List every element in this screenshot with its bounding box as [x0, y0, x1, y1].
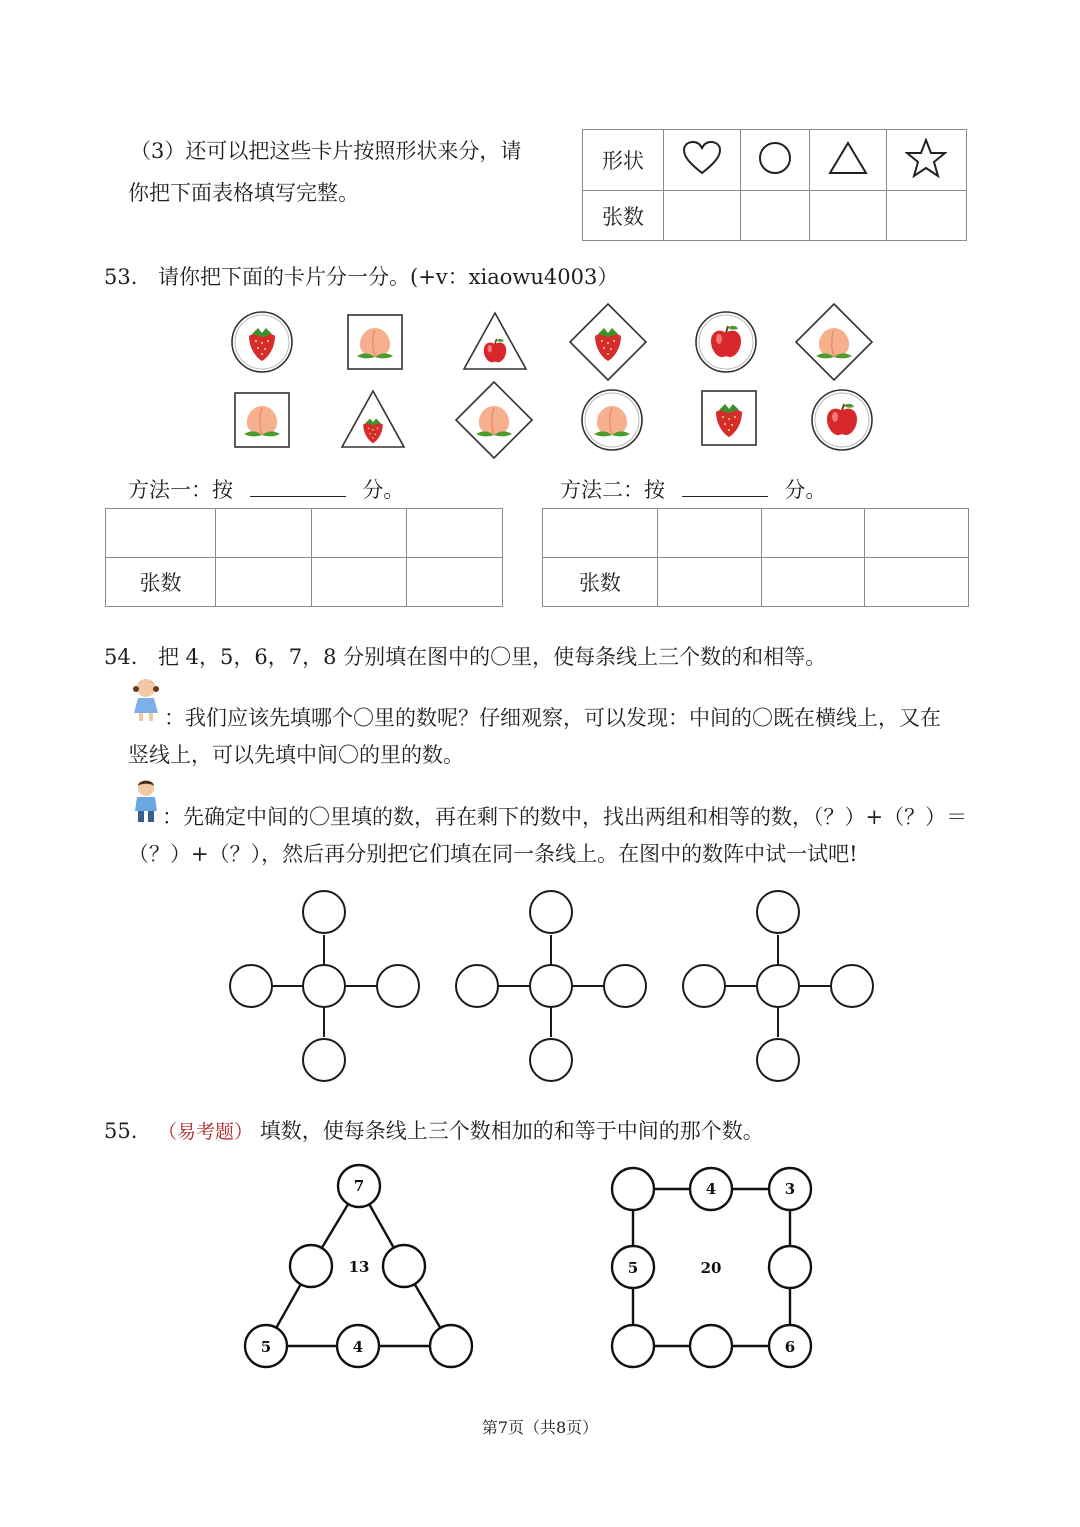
blank-circle — [831, 965, 873, 1007]
q55-number: 55. — [104, 1119, 138, 1143]
sum-diagrams — [235, 1155, 825, 1375]
answer-cell[interactable] — [664, 191, 741, 241]
method2-suffix: 分。 — [784, 478, 827, 502]
category-cell[interactable] — [761, 509, 865, 558]
blank-circle — [303, 891, 345, 933]
answer-cell[interactable] — [658, 558, 762, 607]
card-diamond-strawberry — [570, 304, 646, 380]
q55-line — [158, 1116, 764, 1147]
cross-diagram-2 — [456, 891, 646, 1081]
card-circle-strawberry — [232, 312, 292, 372]
answer-cell[interactable] — [865, 558, 969, 607]
method2-blank[interactable] — [682, 474, 768, 497]
method1-prefix: 方法一：按 — [128, 478, 233, 502]
card-diamond-peach — [456, 382, 532, 458]
blank-circle — [757, 965, 799, 1007]
count-label: 张数 — [106, 558, 216, 607]
q54-number: 54. — [104, 645, 138, 669]
q55-text: 填数，使每条线上三个数相加的和等于中间的那个数。 — [259, 1119, 764, 1143]
card-square-strawberry — [702, 391, 756, 445]
category-cell[interactable] — [311, 509, 407, 558]
shape-count-table — [582, 129, 967, 241]
answer-cell[interactable] — [886, 191, 966, 241]
answer-cell[interactable] — [809, 191, 886, 241]
category-cell[interactable] — [106, 509, 216, 558]
method2-table — [542, 508, 969, 607]
category-cell[interactable] — [543, 509, 658, 558]
blank-circle — [757, 891, 799, 933]
answer-cell[interactable] — [311, 558, 407, 607]
cross-diagram-1 — [230, 891, 419, 1081]
card-circle-apple — [812, 390, 872, 450]
card-triangle-strawberry — [342, 391, 404, 447]
blank-circle — [377, 965, 419, 1007]
method1-table — [105, 508, 503, 607]
triangle-center-number: 13 — [348, 1258, 370, 1276]
hint2-line1: ：先确定中间的〇里填的数，再在剩下的数中，找出两组和相等的数，（？）+（？）＝ — [162, 805, 968, 829]
girl-avatar-icon — [128, 677, 164, 723]
method2-line — [560, 474, 826, 505]
card-square-peach — [235, 393, 289, 447]
star-icon — [886, 130, 966, 191]
answer-cell[interactable] — [761, 558, 865, 607]
square-left-middle-number: 5 — [627, 1259, 639, 1277]
card-diamond-peach — [796, 304, 872, 380]
category-cell[interactable] — [658, 509, 762, 558]
q53-number: 53. — [104, 265, 138, 289]
answer-cell[interactable] — [740, 191, 809, 241]
answer-cell[interactable] — [216, 558, 312, 607]
square-bottom-right-number: 6 — [784, 1338, 796, 1356]
card-triangle-apple — [464, 313, 526, 369]
answer-cell[interactable] — [407, 558, 503, 607]
boy-avatar-icon — [130, 778, 162, 824]
triangle-top-number: 7 — [353, 1177, 365, 1195]
blank-circle — [530, 965, 572, 1007]
blank-circle — [604, 965, 646, 1007]
blank-circle — [230, 965, 272, 1007]
q52-text-line2: 你把下面表格填写完整。 — [128, 181, 359, 205]
blank-circle — [683, 965, 725, 1007]
blank-circle — [530, 891, 572, 933]
blank-circle — [530, 1039, 572, 1081]
method1-blank[interactable] — [250, 474, 346, 497]
hint1-line2: 竖线上，可以先填中间〇的里的数。 — [128, 743, 464, 767]
method1-suffix: 分。 — [362, 478, 405, 502]
cross-diagram-3 — [683, 891, 873, 1081]
square-top-right-number: 3 — [784, 1180, 796, 1198]
count-label: 张数 — [583, 191, 664, 241]
square-center-number: 20 — [700, 1259, 722, 1277]
triangle-icon — [809, 130, 886, 191]
cross-diagrams — [220, 885, 885, 1085]
blank-circle — [456, 965, 498, 1007]
method1-line — [128, 474, 404, 505]
triangle-bottom-left-number: 5 — [260, 1338, 272, 1356]
hint2-line2: （？）+（？），然后再分别把它们填在同一条线上。在图中的数阵中试一试吧! — [128, 842, 858, 866]
blank-circle — [303, 1039, 345, 1081]
q52-text-line1: （3）还可以把这些卡片按照形状来分，请 — [130, 139, 522, 163]
method2-prefix: 方法二：按 — [560, 478, 665, 502]
q54-text: 把 4，5，6，7，8 分别填在图中的〇里，使每条线上三个数的和相等。 — [158, 645, 827, 669]
square-top-middle-number: 4 — [705, 1180, 717, 1198]
q53-text: 请你把下面的卡片分一分。(+v：xiaowu4003） — [158, 265, 619, 289]
blank-circle — [757, 1039, 799, 1081]
card-square-peach — [348, 315, 402, 369]
category-cell[interactable] — [216, 509, 312, 558]
blank-circle — [303, 965, 345, 1007]
fruit-cards — [220, 300, 890, 465]
category-cell[interactable] — [407, 509, 503, 558]
card-circle-apple — [696, 312, 756, 372]
triangle-bottom-middle-number: 4 — [352, 1338, 364, 1356]
card-circle-peach — [582, 390, 642, 450]
q55-tag: （易考题） — [158, 1121, 254, 1143]
count-label: 张数 — [543, 558, 658, 607]
heart-icon — [664, 130, 741, 191]
hint1-line1: ：我们应该先填哪个〇里的数呢？仔细观察，可以发现：中间的〇既在横线上，又在 — [164, 706, 941, 730]
circle-icon — [740, 130, 809, 191]
page-footer: 第7页（共8页） — [481, 1418, 599, 1437]
category-cell[interactable] — [865, 509, 969, 558]
shape-header-label: 形状 — [583, 130, 664, 191]
